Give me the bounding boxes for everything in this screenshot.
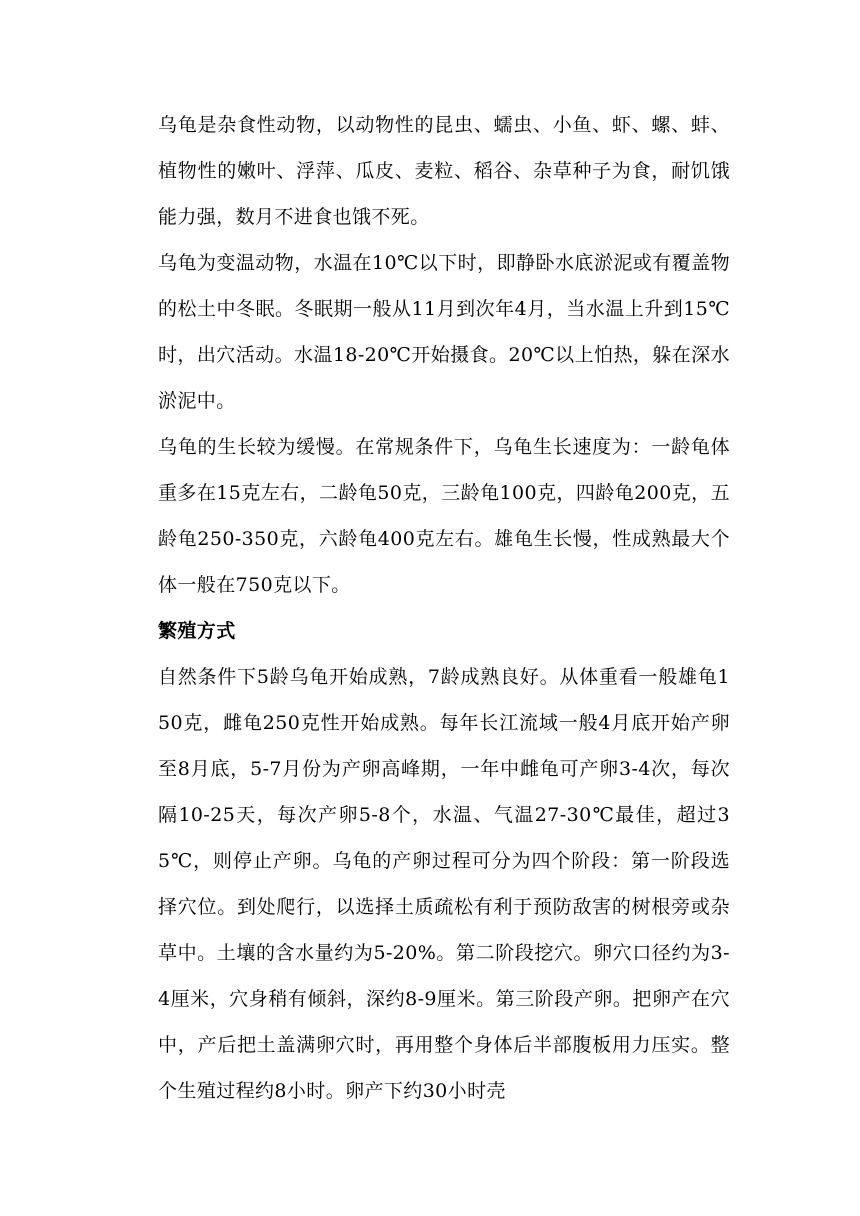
paragraph-reproduction: 自然条件下5龄乌龟开始成熟，7龄成熟良好。从体重看一般雄龟150克，雌龟250克性开始成熟。每年长江流域一般4月底开始产卵至8月底，5-7月份为产卵高峰期，一年中雌龟可产卵3-4次，每次隔10-25天，每次产卵5-8个，水温、气温27-30℃最佳，超过35℃，则停止产卵。乌龟的产卵过程可分为四个阶段：第一阶段选择穴位。到处爬行，以选择土质疏松有利于预防敌害的树根旁或杂草中。土壤的含水量约为5-20%。第二阶段挖穴。卵穴口径约为3-4厘米，穴身稍有倾斜，深约8-9厘米。第三阶段产卵。把卵产在穴中，产后把土盖满卵穴时，再用整个身体后半部腹板用力压实。整个生殖过程约8小时。卵产下约30小时壳 [158, 666, 730, 1102]
document-page [158, 102, 730, 1114]
paragraph-growth: 乌龟的生长较为缓慢。在常规条件下，乌龟生长速度为：一龄龟体重多在15克左右，二龄龟50克，三龄龟100克，四龄龟200克，五龄龟250-350克，六龄龟400克左右。雄龟生长慢，性成熟最大个体一般在750克以下。 [158, 436, 730, 596]
paragraph-diet: 乌龟是杂食性动物，以动物性的昆虫、蠕虫、小鱼、虾、螺、蚌、植物性的嫩叶、浮萍、瓜皮、麦粒、稻谷、杂草种子为食，耐饥饿能力强，数月不进食也饿不死。 [158, 114, 730, 228]
section-heading: 繁殖方式 [158, 620, 236, 642]
paragraph-hibernation: 乌龟为变温动物，水温在10℃以下时，即静卧水底淤泥或有覆盖物的松土中冬眠。冬眠期一般从11月到次年4月，当水温上升到15℃时，出穴活动。水温18-20℃开始摄食。20℃以上怕热，躲在深水淤泥中。 [158, 252, 730, 412]
